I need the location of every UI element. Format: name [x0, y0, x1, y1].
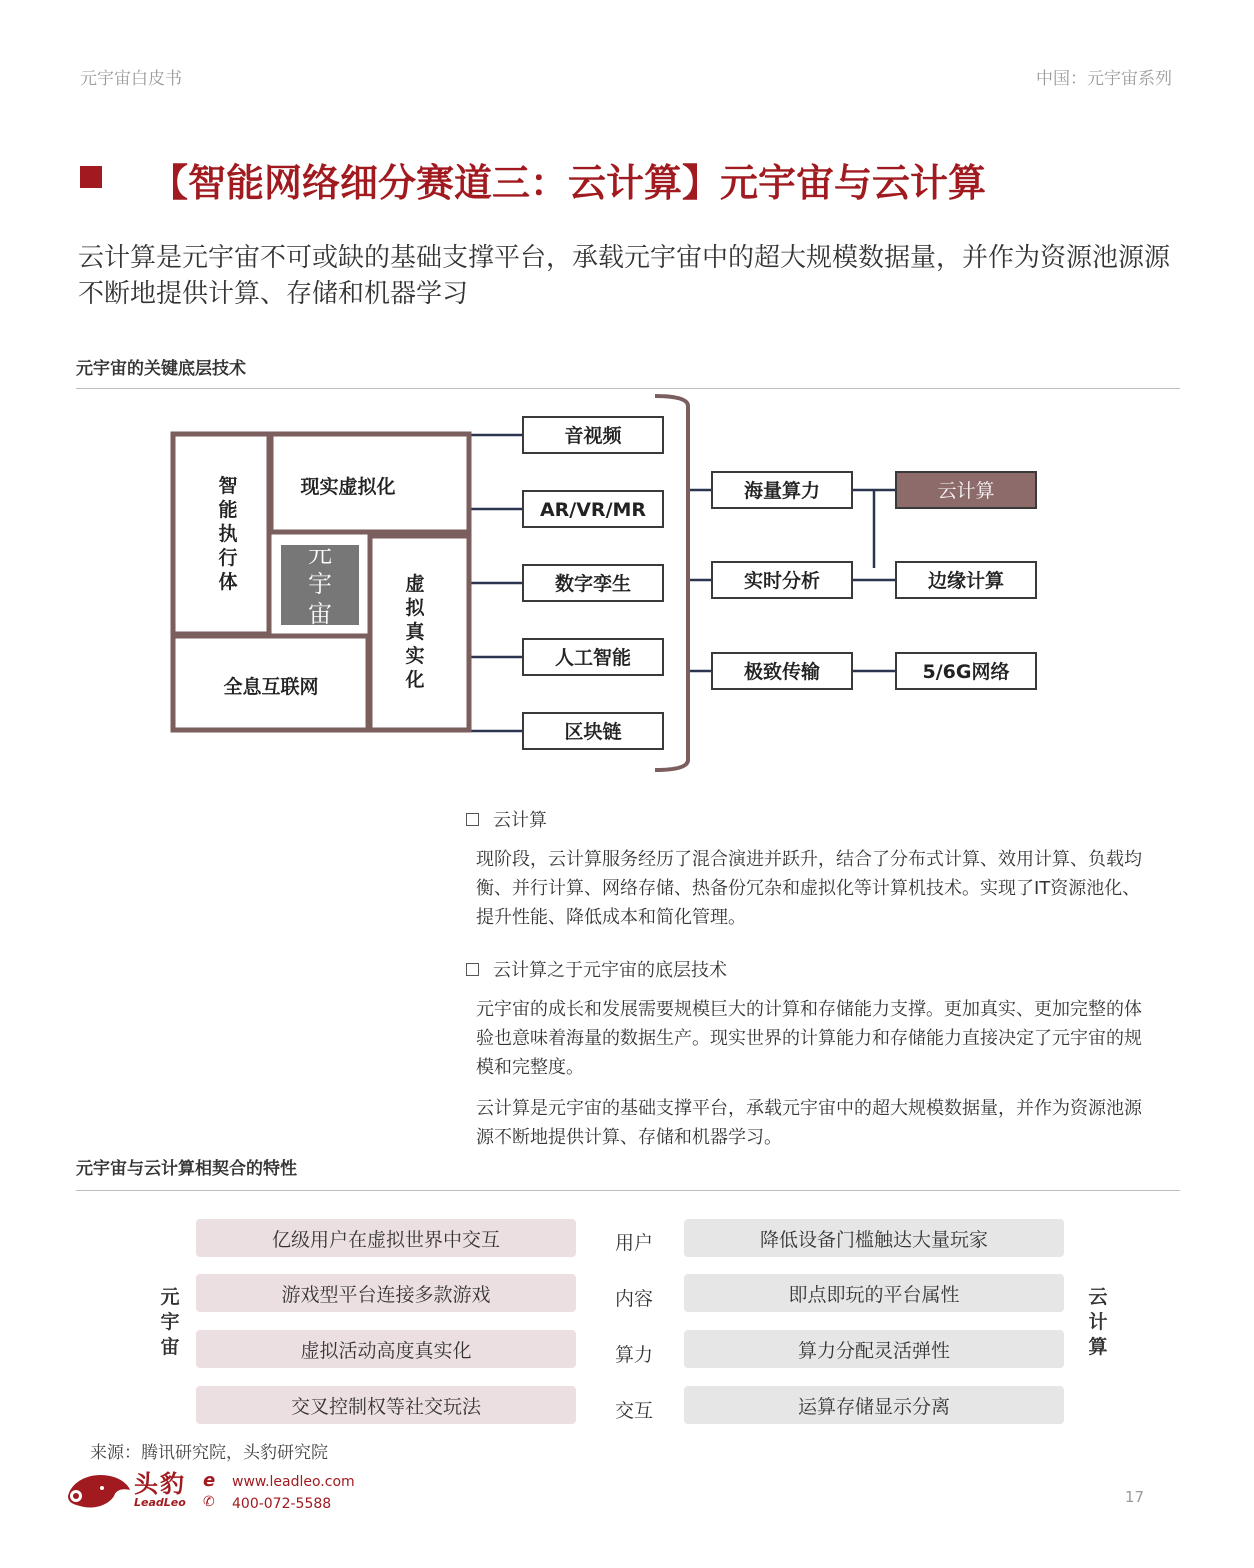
metaverse-feature: 游戏型平台连接多款游戏: [196, 1274, 576, 1312]
note-paragraph: 现阶段，云计算服务经历了混合演进并跃升，结合了分布式计算、效用计算、负载均衡、并行计算、网络存储、热备份冗杂和虚拟化等计算机技术。实现了IT资源池化、提升性能、降低成本和简化管理。: [476, 849, 1142, 928]
tech-item-chain: 区块链: [564, 721, 622, 743]
cloud-feature: 算力分配灵活弹性: [684, 1330, 1064, 1368]
reality-virtual-label: 现实虚拟化: [300, 476, 396, 498]
phone-number: 400-072-5588: [232, 1496, 332, 1512]
dimension-label: 算力: [615, 1344, 654, 1366]
cloud-feature: 运算存储显示分离: [684, 1386, 1064, 1424]
web-icon: e: [203, 1470, 216, 1491]
req-transfer: 极致传输: [743, 661, 821, 683]
tech-item-xr: AR/VR/MR: [539, 499, 647, 521]
solution-cloud: 云计算: [937, 480, 995, 502]
tech-item-ai: 人工智能: [554, 647, 632, 669]
note-paragraph: 元宇宙的成长和发展需要规模巨大的计算和存储能力支撑。更加真实、更加完整的体验也意味着海量的数据生产。现实世界的计算能力和存储能力直接决定了元宇宙的规模和完整度。: [476, 999, 1142, 1078]
source-note: 来源：腾讯研究院，头豹研究院: [90, 1443, 328, 1463]
note-paragraph: 云计算是元宇宙的基础支撑平台，承载元宇宙中的超大规模数据量，并作为资源池源源不断地提供计算、存储和机器学习。: [476, 1098, 1142, 1148]
intro-text: 云计算是元宇宙不可或缺的基础支撑平台，承载元宇宙中的超大规模数据量，并作为资源池源源不断地提供计算、存储和机器学习: [78, 243, 1171, 309]
smart-exec-label: 智能执行体: [218, 475, 238, 593]
phone-icon: ✆: [203, 1494, 215, 1510]
metaverse-feature: 虚拟活动高度真实化: [196, 1330, 576, 1368]
dimension-label: 交互: [615, 1400, 654, 1422]
title-marker: [80, 166, 102, 188]
header-left: 元宇宙白皮书: [80, 69, 182, 89]
note-heading-foundation: 云计算之于元宇宙的底层技术: [466, 956, 727, 982]
tech-item-twin: 数字孪生: [554, 573, 632, 595]
tech-item-av: 音视频: [564, 425, 622, 447]
virtual-real-label: 虚拟真实化: [405, 573, 425, 691]
note-heading-cloud: 云计算: [466, 806, 547, 832]
req-realtime: 实时分析: [743, 570, 821, 592]
tech-diagram: [0, 390, 1254, 780]
req-compute: 海量算力: [743, 480, 821, 502]
page-number: 17: [1124, 1488, 1144, 1506]
divider: [76, 1190, 1180, 1191]
divider: [76, 388, 1180, 389]
dimension-label: 内容: [615, 1288, 654, 1310]
cloud-feature: 降低设备门槛触达大量玩家: [684, 1219, 1064, 1257]
comparison-right-label: 云 计 算: [1088, 1286, 1108, 1358]
checkbox-bullet-icon: [466, 813, 479, 826]
metaverse-feature: 交叉控制权等社交玩法: [196, 1386, 576, 1424]
hologram-label: 全息互联网: [223, 676, 319, 698]
brand-en: LeadLeo: [134, 1496, 186, 1509]
leopard-logo-icon: [62, 1466, 132, 1512]
checkbox-bullet-icon: [466, 963, 479, 976]
header-right: 中国：元宇宙系列: [1036, 69, 1172, 89]
core-label: 元宇宙: [308, 540, 332, 628]
page-title: 【智能网络细分赛道三：云计算】元宇宙与云计算: [150, 161, 987, 205]
cloud-feature: 即点即玩的平台属性: [684, 1274, 1064, 1312]
diagram-section-label: 元宇宙的关键底层技术: [76, 359, 246, 379]
website-link[interactable]: www.leadleo.com: [232, 1474, 355, 1490]
comparison-left-label: 元 宇 宙: [160, 1286, 180, 1358]
dimension-label: 用户: [615, 1232, 654, 1254]
solution-edge: 边缘计算: [927, 570, 1005, 592]
metaverse-feature: 亿级用户在虚拟世界中交互: [196, 1219, 576, 1257]
solution-network: 5/6G网络: [922, 661, 1010, 683]
comparison-section-label: 元宇宙与云计算相契合的特性: [76, 1159, 297, 1179]
brand-cn: 头豹: [134, 1470, 186, 1498]
